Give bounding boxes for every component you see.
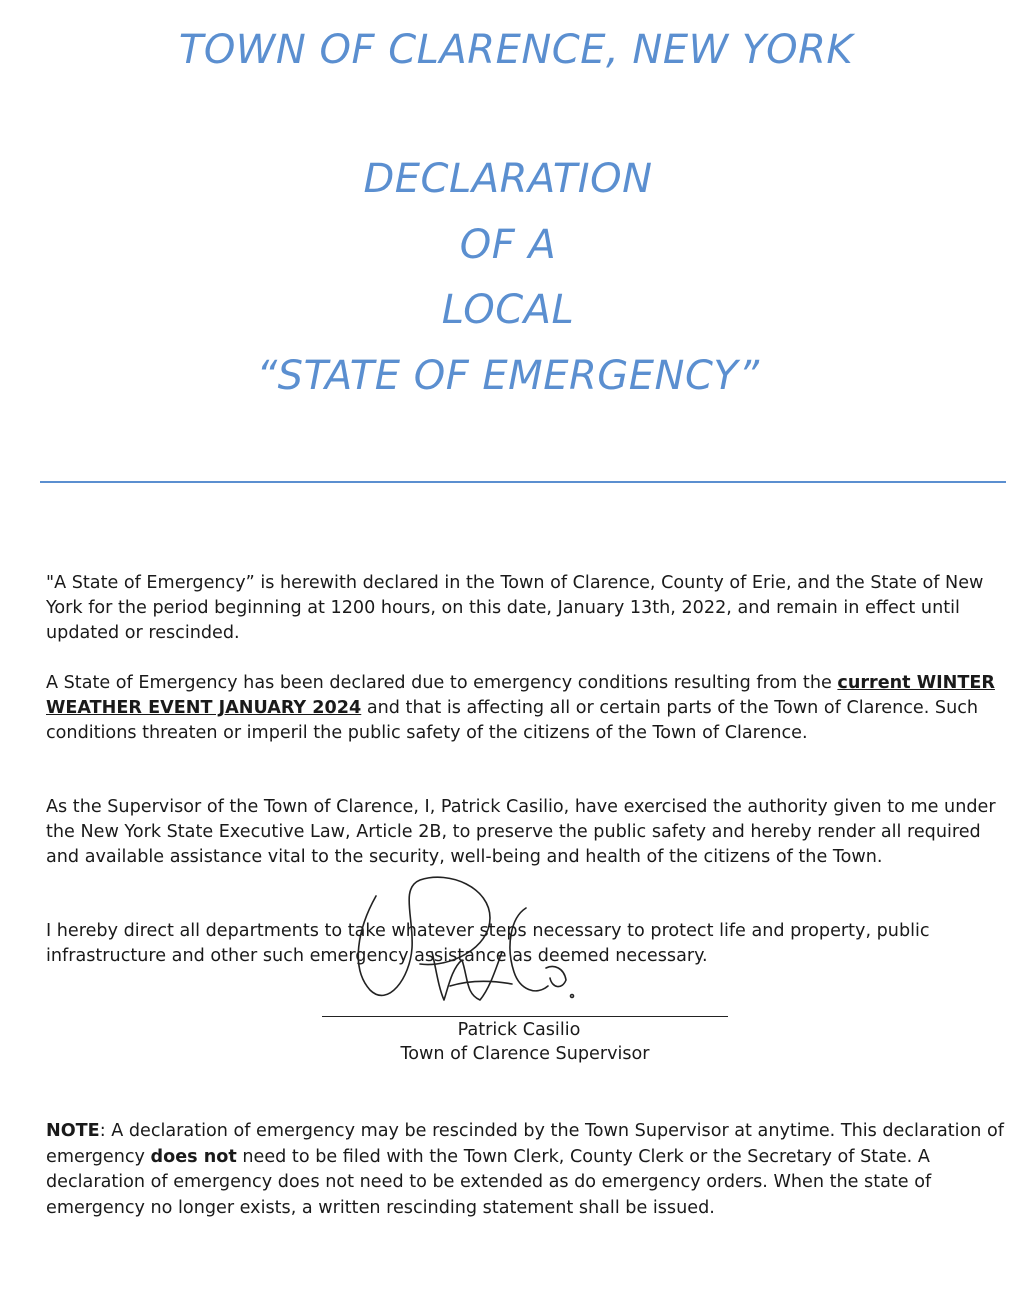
weather-event-emphasis: current WINTER WEATHER EVENT JANUARY 2024 [46,673,995,718]
note-paragraph [46,1119,1006,1221]
title-line-state-of-emergency: “STATE OF EMERGENCY” [256,353,760,399]
header-divider [40,481,1006,483]
conditions-paragraph [46,671,1006,746]
signature-line [322,1016,728,1017]
conditions-text-end: and that is affecting all or certain parts of the Town of Clarence. Such conditions threaten or imperil the public safety of the citizens of the Town of Clarence. [46,698,979,743]
note-label: NOTE [46,1121,100,1141]
handwritten-signature [340,868,600,1013]
title-line-of-a: OF A [459,222,557,268]
declaration-paragraph: "A State of Emergency” is herewith declared in the Town of Clarence, County of Erie, and the State of New York for the period beginning at 1200 hours, on this date, January 13th, 2022, and remain in effect until updated or rescinded. [46,573,984,643]
note-text-end: need to be filed with the Town Clerk, County Clerk or the Secretary of State. A declaration of emergency does not need to be extended as do emergency orders. When the state of emergency no longer exists, a written rescinding statement shall be issued. [46,1146,932,1218]
title-line-declaration: DECLARATION [363,156,653,202]
conditions-text-start: A State of Emergency has been declared due to emergency conditions resulting from the [46,673,838,693]
directive-paragraph: I hereby direct all departments to take whatever steps necessary to protect life and property, public infrastructure and other such emergency assistance as deemed necessary. [46,921,930,966]
signer-title: Town of Clarence Supervisor [400,1044,650,1064]
note-bold-phrase: does not [150,1146,237,1167]
note-text-start: : A declaration of emergency may be rescinded by the Town Supervisor at anytime. This declaration of emergency [46,1121,1004,1167]
authority-paragraph: As the Supervisor of the Town of Clarence, I, Patrick Casilio, have exercised the authority given to me under the New York State Executive Law, Article 2B, to preserve the public safety and hereby render all required and available assistance vital to the security, well-being and health of the citizens of the Town. [46,797,996,867]
signer-name: Patrick Casilio [457,1020,581,1040]
town-heading: TOWN OF CLARENCE, NEW YORK [178,27,854,73]
title-line-local: LOCAL [441,287,575,333]
